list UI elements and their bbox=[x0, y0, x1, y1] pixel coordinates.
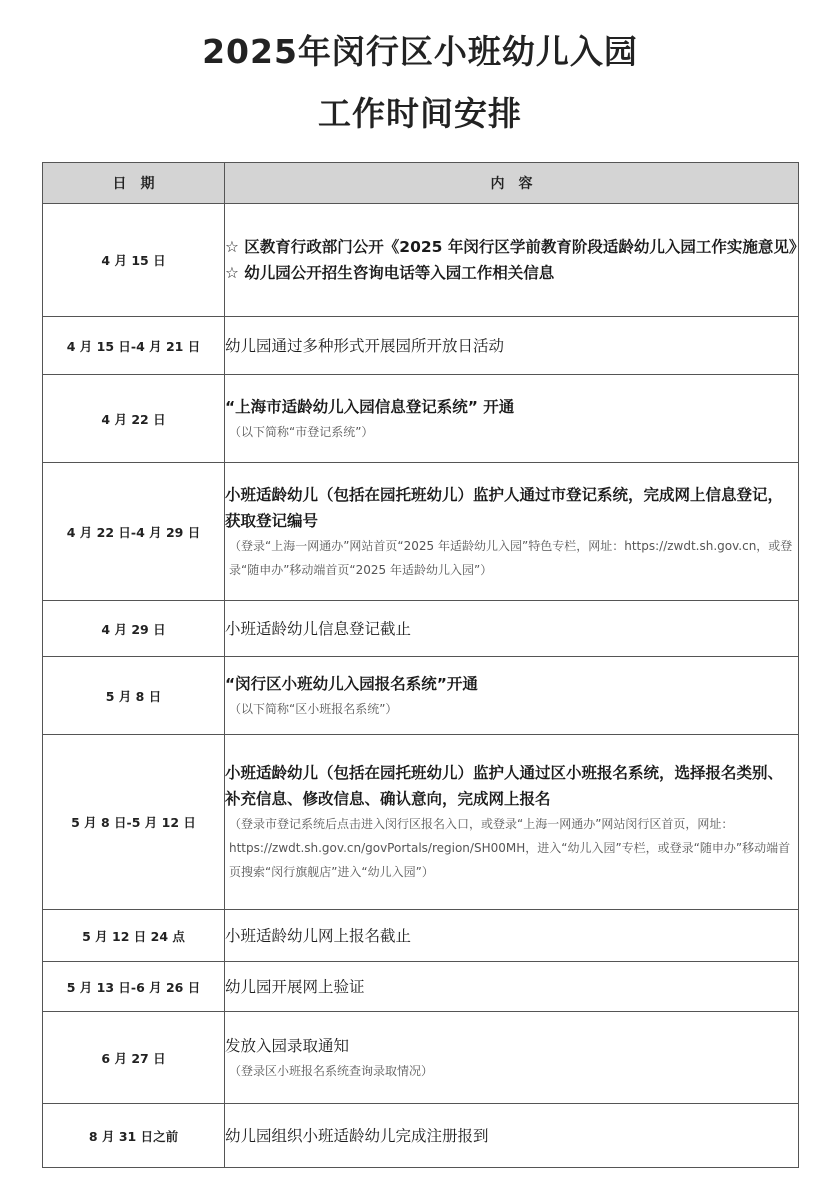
row-line: 幼儿园通过多种形式开展园所开放日活动 bbox=[225, 336, 505, 355]
row-note: （登录区小班报名系统查询录取情况） bbox=[229, 1063, 434, 1078]
row-line: ☆ 区教育行政部门公开《2025 年闵行区学前教育阶段适龄幼儿入园工作实施意见》 bbox=[225, 238, 805, 256]
row-line: 发放入园录取通知 bbox=[225, 1036, 350, 1055]
table-row bbox=[43, 962, 799, 1012]
table-header-row bbox=[43, 163, 799, 204]
row-note: （以下简称“市登记系统”） bbox=[229, 424, 374, 439]
row-content bbox=[225, 463, 799, 601]
row-date: 6 月 27 日 bbox=[43, 1012, 225, 1104]
table-row bbox=[43, 601, 799, 657]
row-date: 8 月 31 日之前 bbox=[43, 1104, 225, 1168]
row-line: 幼儿园组织小班适龄幼儿完成注册报到 bbox=[225, 1126, 489, 1145]
row-line: “上海市适龄幼儿入园信息登记系统” 开通 bbox=[225, 397, 515, 416]
row-line: “闵行区小班幼儿入园报名系统”开通 bbox=[225, 674, 478, 693]
table-row bbox=[43, 1104, 799, 1168]
table-row bbox=[43, 735, 799, 910]
header-date: 日期 bbox=[43, 163, 225, 204]
row-content bbox=[225, 601, 799, 657]
table-row bbox=[43, 1012, 799, 1104]
row-date: 4 月 15 日-4 月 21 日 bbox=[43, 317, 225, 375]
header-content: 内容 bbox=[225, 163, 799, 204]
row-date: 5 月 13 日-6 月 26 日 bbox=[43, 962, 225, 1012]
table-row bbox=[43, 317, 799, 375]
row-content bbox=[225, 317, 799, 375]
row-content bbox=[225, 204, 805, 317]
row-line: 幼儿园开展网上验证 bbox=[225, 977, 365, 996]
row-content bbox=[225, 657, 799, 735]
row-content bbox=[225, 1012, 799, 1104]
table-row bbox=[43, 910, 799, 962]
row-date: 4 月 22 日-4 月 29 日 bbox=[43, 463, 225, 601]
row-content bbox=[225, 910, 799, 962]
table-row bbox=[43, 375, 799, 463]
row-date: 4 月 29 日 bbox=[43, 601, 225, 657]
row-line: 小班适龄幼儿信息登记截止 bbox=[225, 619, 412, 638]
table-row bbox=[43, 657, 799, 735]
table-row bbox=[43, 204, 799, 317]
row-content bbox=[225, 735, 799, 910]
row-line: ☆ 幼儿园公开招生咨询电话等入园工作相关信息 bbox=[225, 264, 555, 282]
row-date: 5 月 8 日 bbox=[43, 657, 225, 735]
row-content bbox=[225, 962, 799, 1012]
row-line: 小班适龄幼儿（包括在园托班幼儿）监护人通过市登记系统，完成网上信息登记，获取登记编号 bbox=[225, 485, 784, 530]
row-line: 小班适龄幼儿（包括在园托班幼儿）监护人通过区小班报名系统，选择报名类别、补充信息、修改信息、确认意向，完成网上报名 bbox=[225, 764, 784, 808]
row-content bbox=[225, 1104, 799, 1168]
table-row bbox=[43, 463, 799, 601]
document-title-line1: 2025年闵行区小班幼儿入园 bbox=[202, 32, 638, 71]
row-date: 5 月 8 日-5 月 12 日 bbox=[43, 735, 225, 910]
row-line: 小班适龄幼儿网上报名截止 bbox=[225, 926, 412, 945]
row-date: 4 月 15 日 bbox=[43, 204, 225, 317]
row-date: 4 月 22 日 bbox=[43, 375, 225, 463]
schedule-table bbox=[42, 162, 805, 1168]
row-date: 5 月 12 日 24 点 bbox=[43, 910, 225, 962]
row-note: （登录市登记系统后点击进入闵行区报名入口，或登录“上海一网通办”网站闵行区首页，网址：https://zwdt.sh.gov.cn/govPortals/region/SH00MH，进入“幼儿入园”专栏，或登录“随申办”移动端首页搜索“闵行旗舰店”进入“幼儿入园”） bbox=[229, 817, 791, 879]
row-content bbox=[225, 375, 799, 463]
document-title-line2: 工作时间安排 bbox=[318, 94, 522, 133]
row-note: （登录“上海一网通办”网站首页“2025 年适龄幼儿入园”特色专栏，网址：https://zwdt.sh.gov.cn，或登录“随申办”移动端首页“2025 年适龄幼儿入园”） bbox=[229, 538, 793, 577]
row-note: （以下简称“区小班报名系统”） bbox=[229, 701, 398, 716]
